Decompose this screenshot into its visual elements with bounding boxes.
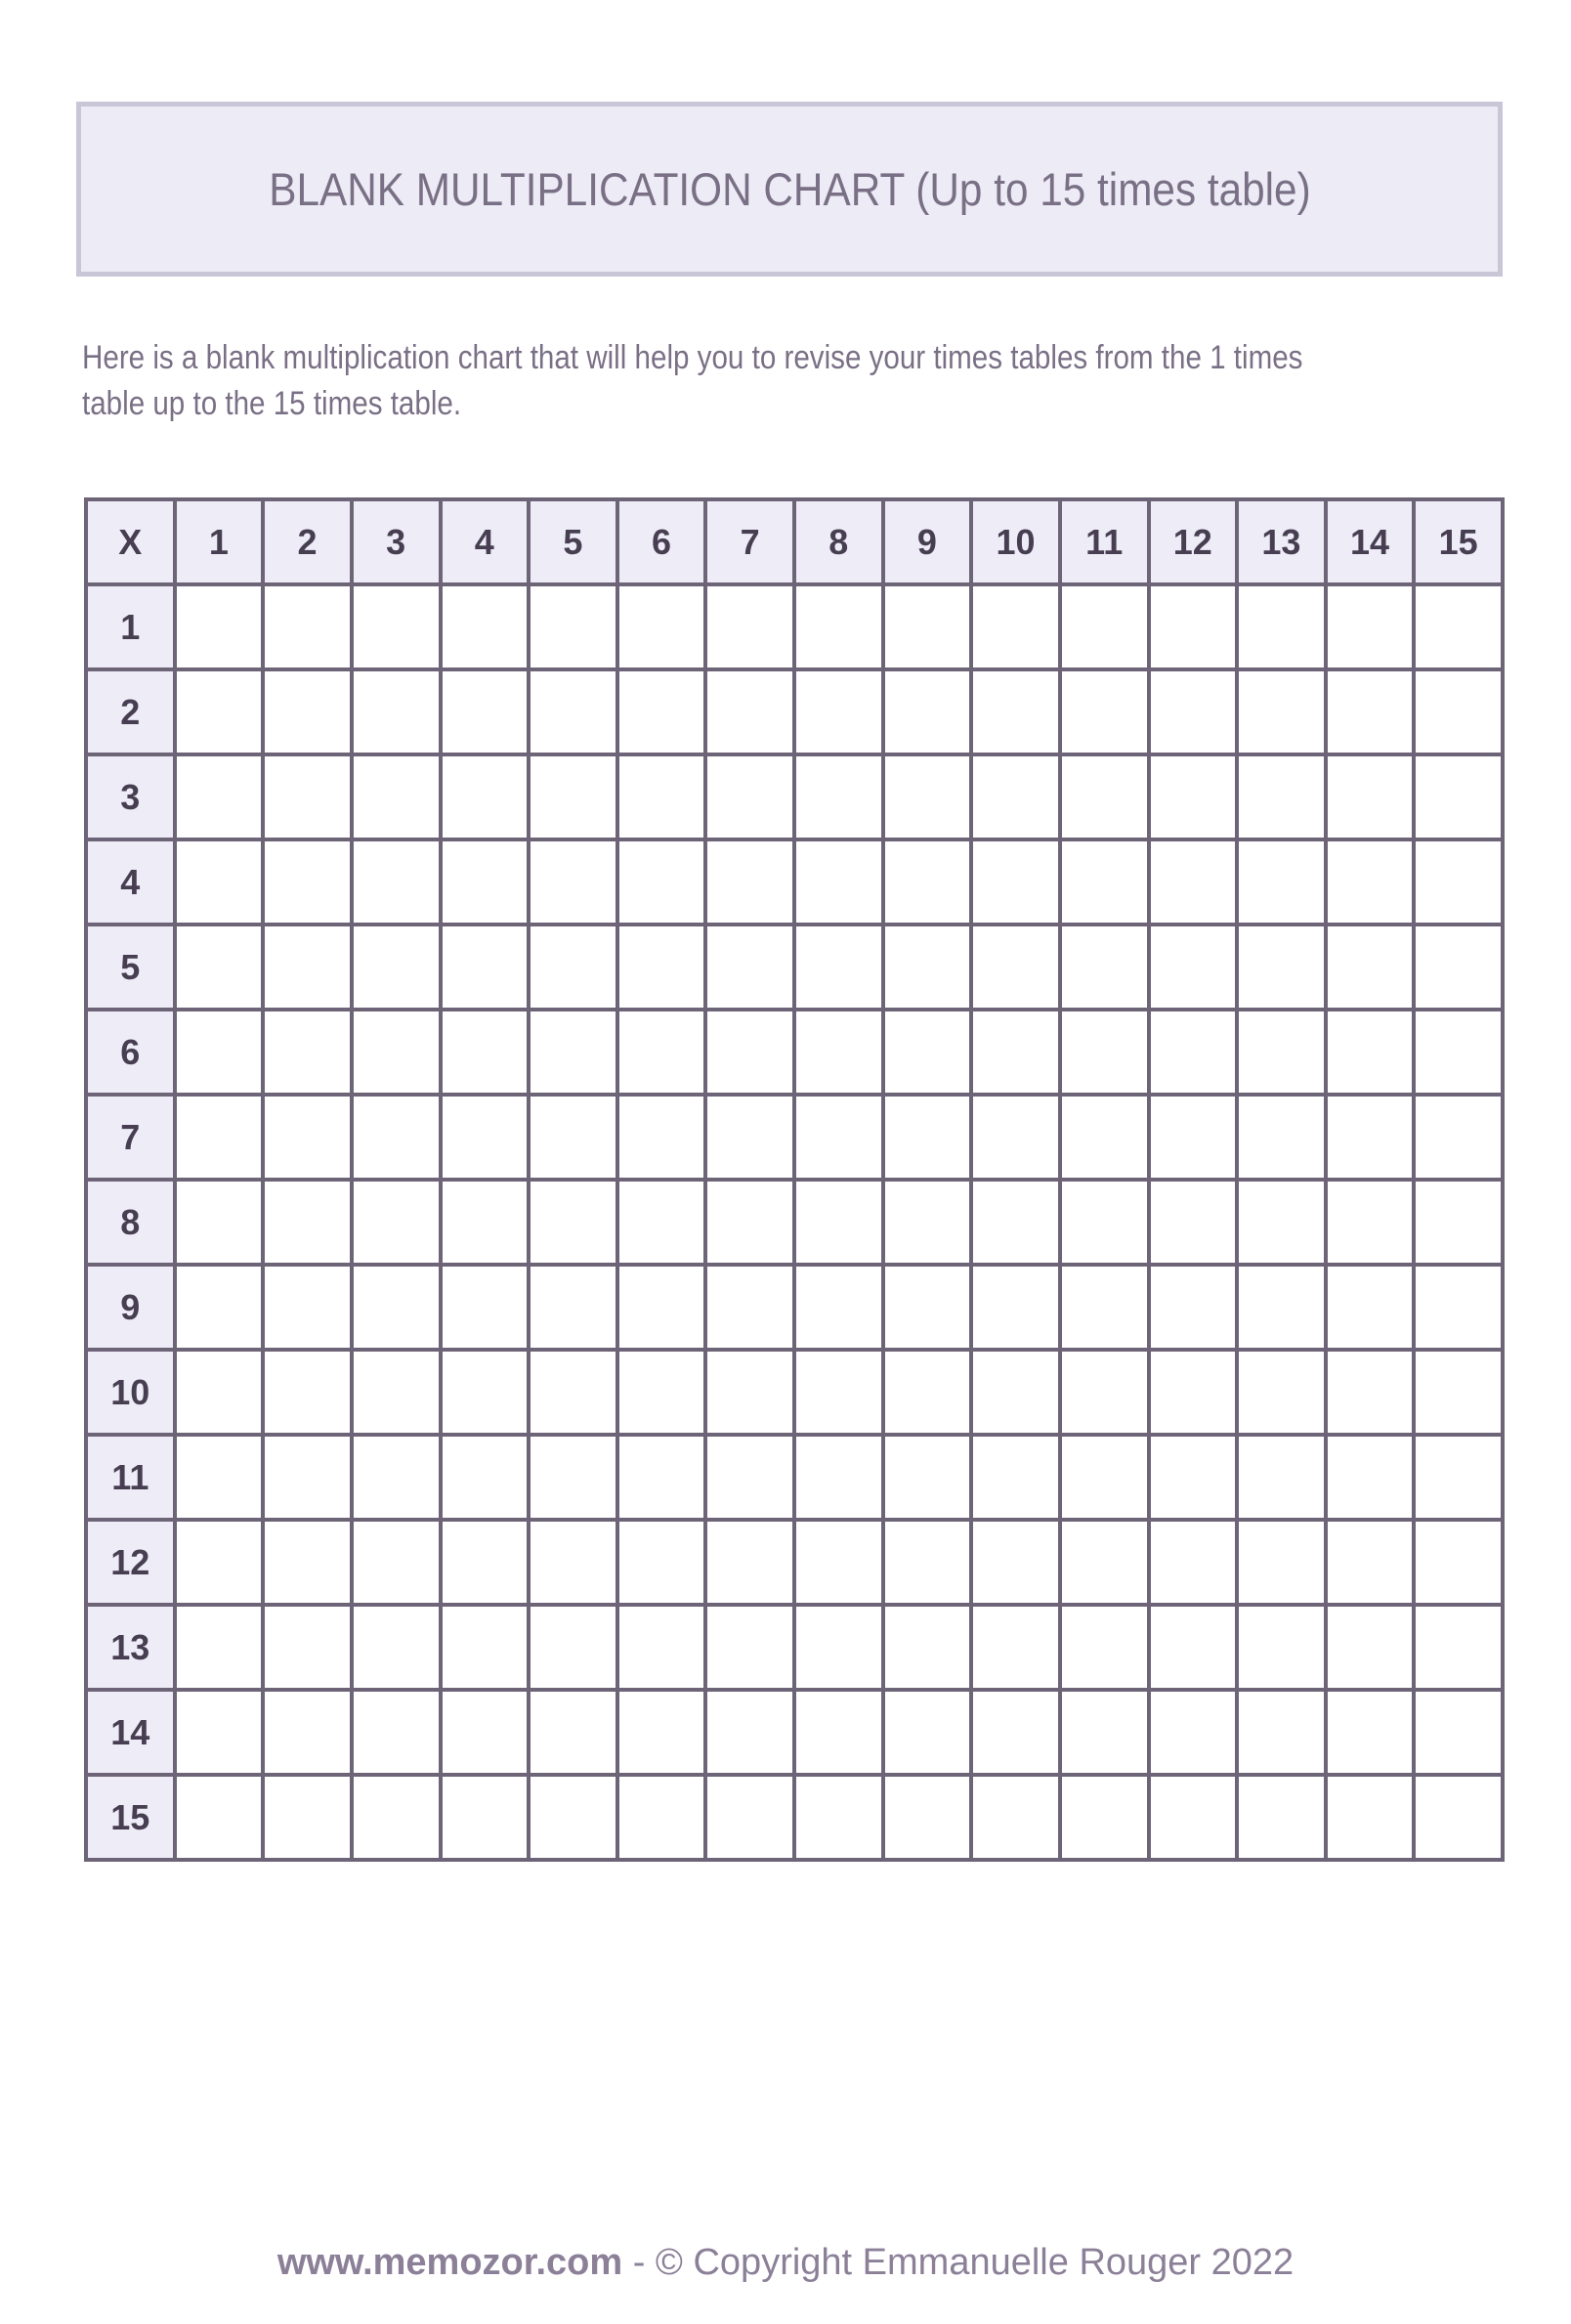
- grid-cell: [883, 1435, 972, 1520]
- grid-cell: [352, 1350, 441, 1435]
- grid-cell: [263, 1520, 352, 1605]
- grid-cell: [794, 839, 883, 925]
- grid-cell: [1326, 1435, 1415, 1520]
- grid-cell: [441, 1350, 530, 1435]
- grid-cell: [1060, 1180, 1149, 1265]
- grid-cell: [352, 1775, 441, 1860]
- grid-cell: [883, 839, 972, 925]
- grid-cell: [1060, 1350, 1149, 1435]
- grid-cell: [1237, 1010, 1326, 1095]
- grid-cell: [1149, 1435, 1238, 1520]
- table-row: [86, 1775, 1503, 1860]
- column-header-cell: 10: [971, 499, 1060, 584]
- grid-cell: [1326, 1775, 1415, 1860]
- grid-cell: [883, 1095, 972, 1180]
- grid-cell: [529, 1605, 617, 1690]
- grid-cell: [971, 754, 1060, 839]
- grid-cell: [705, 584, 794, 669]
- grid-cell: [529, 1520, 617, 1605]
- grid-cell: [971, 839, 1060, 925]
- grid-cell: [1414, 1775, 1503, 1860]
- multiplication-table: [84, 497, 1505, 1862]
- grid-cell: [1414, 584, 1503, 669]
- grid-cell: [1237, 754, 1326, 839]
- grid-cell: [883, 584, 972, 669]
- column-header-cell: 15: [1414, 499, 1503, 584]
- grid-cell: [794, 1520, 883, 1605]
- grid-cell: [617, 925, 706, 1010]
- grid-cell: [971, 1520, 1060, 1605]
- column-header-cell: 1: [175, 499, 264, 584]
- grid-cell: [1414, 1520, 1503, 1605]
- grid-cell: [352, 1180, 441, 1265]
- grid-cell: [352, 1265, 441, 1350]
- grid-cell: [1237, 1435, 1326, 1520]
- grid-cell: [175, 669, 264, 754]
- grid-cell: [1326, 1180, 1415, 1265]
- grid-cell: [263, 925, 352, 1010]
- table-row: [86, 584, 1503, 669]
- grid-cell: [794, 925, 883, 1010]
- table-header-row: [86, 499, 1503, 584]
- grid-cell: [1060, 754, 1149, 839]
- grid-cell: [971, 584, 1060, 669]
- grid-cell: [1060, 1605, 1149, 1690]
- grid-cell: [1149, 1520, 1238, 1605]
- grid-cell: [175, 1095, 264, 1180]
- column-header-cell: 2: [263, 499, 352, 584]
- grid-cell: [529, 1775, 617, 1860]
- grid-cell: [1060, 1010, 1149, 1095]
- grid-cell: [794, 754, 883, 839]
- grid-cell: [617, 1010, 706, 1095]
- grid-cell: [441, 925, 530, 1010]
- table-row: [86, 1265, 1503, 1350]
- grid-cell: [1060, 1095, 1149, 1180]
- table-row: [86, 1010, 1503, 1095]
- grid-cell: [971, 1775, 1060, 1860]
- grid-cell: [441, 1775, 530, 1860]
- grid-cell: [971, 1180, 1060, 1265]
- table-row: [86, 1180, 1503, 1265]
- grid-cell: [1149, 1265, 1238, 1350]
- table-row: [86, 1690, 1503, 1775]
- grid-cell: [883, 1775, 972, 1860]
- grid-cell: [617, 669, 706, 754]
- grid-cell: [263, 754, 352, 839]
- grid-cell: [705, 1265, 794, 1350]
- grid-cell: [263, 1180, 352, 1265]
- table-row: [86, 1520, 1503, 1605]
- grid-cell: [1326, 1520, 1415, 1605]
- row-header-cell: 4: [86, 839, 175, 925]
- grid-cell: [1414, 669, 1503, 754]
- grid-cell: [352, 925, 441, 1010]
- grid-cell: [794, 1435, 883, 1520]
- grid-cell: [705, 1435, 794, 1520]
- grid-cell: [263, 1350, 352, 1435]
- column-header-cell: 11: [1060, 499, 1149, 584]
- grid-cell: [263, 669, 352, 754]
- grid-cell: [1060, 1435, 1149, 1520]
- grid-cell: [705, 669, 794, 754]
- grid-cell: [1326, 1265, 1415, 1350]
- grid-cell: [794, 1095, 883, 1180]
- table-row: [86, 925, 1503, 1010]
- grid-cell: [883, 925, 972, 1010]
- grid-cell: [971, 669, 1060, 754]
- grid-cell: [175, 925, 264, 1010]
- grid-cell: [175, 584, 264, 669]
- grid-cell: [883, 1350, 972, 1435]
- site-url: www.memozor.com: [276, 2242, 623, 2283]
- grid-cell: [1060, 1690, 1149, 1775]
- row-header-cell: 3: [86, 754, 175, 839]
- grid-cell: [971, 1605, 1060, 1690]
- grid-cell: [175, 839, 264, 925]
- grid-cell: [352, 1690, 441, 1775]
- grid-cell: [1414, 1265, 1503, 1350]
- grid-cell: [1414, 925, 1503, 1010]
- grid-cell: [617, 1265, 706, 1350]
- row-header-cell: 7: [86, 1095, 175, 1180]
- grid-cell: [705, 1520, 794, 1605]
- grid-cell: [263, 1435, 352, 1520]
- grid-cell: [1326, 1095, 1415, 1180]
- row-header-cell: 11: [86, 1435, 175, 1520]
- grid-cell: [883, 1010, 972, 1095]
- column-header-cell: 3: [352, 499, 441, 584]
- table-row: [86, 1350, 1503, 1435]
- grid-cell: [883, 1180, 972, 1265]
- grid-cell: [1237, 1095, 1326, 1180]
- grid-cell: [971, 1690, 1060, 1775]
- grid-cell: [175, 1010, 264, 1095]
- grid-cell: [883, 1605, 972, 1690]
- row-header-cell: 1: [86, 584, 175, 669]
- grid-cell: [971, 1435, 1060, 1520]
- grid-cell: [794, 1350, 883, 1435]
- grid-cell: [971, 1265, 1060, 1350]
- grid-cell: [617, 1180, 706, 1265]
- grid-cell: [794, 1775, 883, 1860]
- table-row: [86, 499, 1503, 584]
- grid-cell: [617, 1690, 706, 1775]
- grid-cell: [175, 1435, 264, 1520]
- grid-cell: [175, 1180, 264, 1265]
- grid-cell: [883, 669, 972, 754]
- grid-cell: [705, 1010, 794, 1095]
- grid-cell: [441, 1520, 530, 1605]
- grid-cell: [441, 839, 530, 925]
- title-banner: [76, 102, 1503, 277]
- grid-cell: [529, 754, 617, 839]
- grid-cell: [1060, 925, 1149, 1010]
- row-header-cell: 2: [86, 669, 175, 754]
- table-body: [86, 584, 1503, 1860]
- grid-cell: [529, 1435, 617, 1520]
- grid-cell: [1414, 1095, 1503, 1180]
- table-row: [86, 669, 1503, 754]
- grid-cell: [794, 1010, 883, 1095]
- grid-cell: [1414, 1435, 1503, 1520]
- grid-cell: [1237, 1265, 1326, 1350]
- grid-cell: [794, 1265, 883, 1350]
- grid-cell: [1237, 1605, 1326, 1690]
- row-header-cell: 13: [86, 1605, 175, 1690]
- grid-cell: [705, 1775, 794, 1860]
- intro-line-text: table up to the 15 times table.: [82, 385, 462, 422]
- grid-cell: [1326, 754, 1415, 839]
- grid-cell: [1149, 1350, 1238, 1435]
- grid-cell: [1149, 1605, 1238, 1690]
- grid-cell: [1326, 925, 1415, 1010]
- grid-cell: [1414, 1350, 1503, 1435]
- grid-cell: [794, 584, 883, 669]
- grid-cell: [175, 1605, 264, 1690]
- corner-cell: X: [86, 499, 175, 584]
- grid-cell: [705, 1350, 794, 1435]
- grid-cell: [1237, 669, 1326, 754]
- grid-cell: [441, 1690, 530, 1775]
- grid-cell: [617, 1775, 706, 1860]
- grid-cell: [1326, 584, 1415, 669]
- grid-cell: [794, 669, 883, 754]
- grid-cell: [1060, 1775, 1149, 1860]
- grid-cell: [794, 1690, 883, 1775]
- grid-cell: [1149, 925, 1238, 1010]
- grid-cell: [1414, 1180, 1503, 1265]
- grid-cell: [441, 1265, 530, 1350]
- grid-cell: [352, 754, 441, 839]
- grid-cell: [617, 1435, 706, 1520]
- table-row: [86, 1435, 1503, 1520]
- grid-cell: [1414, 1690, 1503, 1775]
- grid-cell: [352, 669, 441, 754]
- grid-cell: [705, 1180, 794, 1265]
- grid-cell: [1237, 584, 1326, 669]
- grid-cell: [705, 1095, 794, 1180]
- footer: [0, 2242, 1571, 2284]
- grid-cell: [352, 1435, 441, 1520]
- grid-cell: [617, 1520, 706, 1605]
- grid-cell: [441, 584, 530, 669]
- row-header-cell: 12: [86, 1520, 175, 1605]
- row-header-cell: 9: [86, 1265, 175, 1350]
- column-header-cell: 14: [1326, 499, 1415, 584]
- row-header-cell: 6: [86, 1010, 175, 1095]
- grid-cell: [352, 1010, 441, 1095]
- grid-cell: [1237, 1690, 1326, 1775]
- grid-cell: [1060, 584, 1149, 669]
- grid-cell: [971, 925, 1060, 1010]
- grid-cell: [529, 839, 617, 925]
- column-header-cell: 9: [883, 499, 972, 584]
- column-header-cell: 5: [529, 499, 617, 584]
- grid-cell: [175, 1775, 264, 1860]
- grid-cell: [1149, 754, 1238, 839]
- grid-cell: [529, 1350, 617, 1435]
- column-header-cell: 4: [441, 499, 530, 584]
- grid-cell: [529, 925, 617, 1010]
- grid-cell: [441, 1010, 530, 1095]
- grid-cell: [1237, 1520, 1326, 1605]
- grid-cell: [883, 1520, 972, 1605]
- column-header-cell: 7: [705, 499, 794, 584]
- grid-cell: [1149, 1690, 1238, 1775]
- table-row: [86, 839, 1503, 925]
- grid-cell: [1414, 1010, 1503, 1095]
- grid-cell: [352, 1520, 441, 1605]
- grid-cell: [263, 1605, 352, 1690]
- table-row: [86, 754, 1503, 839]
- grid-cell: [1326, 669, 1415, 754]
- grid-cell: [263, 1010, 352, 1095]
- grid-cell: [1060, 1265, 1149, 1350]
- grid-cell: [529, 1180, 617, 1265]
- grid-cell: [352, 584, 441, 669]
- grid-cell: [883, 754, 972, 839]
- column-header-cell: 12: [1149, 499, 1238, 584]
- grid-cell: [1149, 839, 1238, 925]
- grid-cell: [1326, 1605, 1415, 1690]
- column-header-cell: 13: [1237, 499, 1326, 584]
- grid-cell: [1237, 1775, 1326, 1860]
- grid-cell: [263, 1095, 352, 1180]
- grid-cell: [617, 584, 706, 669]
- intro-line: [82, 381, 1508, 427]
- grid-cell: [1060, 839, 1149, 925]
- row-header-cell: 8: [86, 1180, 175, 1265]
- grid-cell: [705, 1605, 794, 1690]
- grid-cell: [971, 1010, 1060, 1095]
- grid-cell: [1149, 1010, 1238, 1095]
- grid-cell: [529, 669, 617, 754]
- grid-cell: [263, 1690, 352, 1775]
- grid-cell: [617, 754, 706, 839]
- intro-line-text: Here is a blank multiplication chart that will help you to revise your times tables from the 1 times: [82, 339, 1303, 376]
- grid-cell: [1149, 669, 1238, 754]
- table-row: [86, 1605, 1503, 1690]
- row-header-cell: 5: [86, 925, 175, 1010]
- grid-cell: [441, 1435, 530, 1520]
- page-title: BLANK MULTIPLICATION CHART (Up to 15 times table): [268, 163, 1311, 215]
- grid-cell: [529, 1010, 617, 1095]
- grid-cell: [705, 754, 794, 839]
- grid-cell: [529, 1095, 617, 1180]
- grid-cell: [1326, 839, 1415, 925]
- grid-cell: [1149, 1775, 1238, 1860]
- grid-cell: [1149, 584, 1238, 669]
- grid-cell: [617, 1095, 706, 1180]
- grid-cell: [441, 669, 530, 754]
- grid-cell: [529, 1265, 617, 1350]
- grid-cell: [971, 1095, 1060, 1180]
- intro-line: [82, 335, 1508, 381]
- grid-cell: [263, 1265, 352, 1350]
- column-header-cell: 8: [794, 499, 883, 584]
- grid-cell: [1326, 1350, 1415, 1435]
- grid-cell: [441, 1180, 530, 1265]
- copyright-text: - © Copyright Emmanuelle Rouger 2022: [622, 2242, 1295, 2283]
- grid-cell: [1237, 1350, 1326, 1435]
- grid-cell: [617, 839, 706, 925]
- grid-cell: [1237, 839, 1326, 925]
- grid-cell: [971, 1350, 1060, 1435]
- grid-cell: [1060, 1520, 1149, 1605]
- grid-cell: [617, 1605, 706, 1690]
- grid-cell: [1149, 1095, 1238, 1180]
- grid-cell: [617, 1350, 706, 1435]
- grid-cell: [1414, 754, 1503, 839]
- grid-cell: [441, 1605, 530, 1690]
- grid-cell: [529, 584, 617, 669]
- grid-cell: [705, 839, 794, 925]
- grid-cell: [175, 1520, 264, 1605]
- grid-cell: [794, 1180, 883, 1265]
- column-header-cell: 6: [617, 499, 706, 584]
- grid-cell: [1237, 1180, 1326, 1265]
- row-header-cell: 10: [86, 1350, 175, 1435]
- grid-cell: [352, 1095, 441, 1180]
- grid-cell: [175, 1265, 264, 1350]
- grid-cell: [1149, 1180, 1238, 1265]
- grid-cell: [1060, 669, 1149, 754]
- grid-cell: [352, 839, 441, 925]
- grid-cell: [705, 1690, 794, 1775]
- grid-cell: [175, 754, 264, 839]
- grid-cell: [883, 1265, 972, 1350]
- row-header-cell: 15: [86, 1775, 175, 1860]
- grid-cell: [263, 584, 352, 669]
- grid-cell: [441, 1095, 530, 1180]
- grid-cell: [175, 1350, 264, 1435]
- grid-cell: [705, 925, 794, 1010]
- table-row: [86, 1095, 1503, 1180]
- grid-cell: [175, 1690, 264, 1775]
- grid-cell: [1326, 1010, 1415, 1095]
- row-header-cell: 14: [86, 1690, 175, 1775]
- grid-cell: [529, 1690, 617, 1775]
- grid-cell: [794, 1605, 883, 1690]
- grid-cell: [1326, 1690, 1415, 1775]
- grid-cell: [883, 1690, 972, 1775]
- grid-cell: [441, 754, 530, 839]
- grid-cell: [1414, 1605, 1503, 1690]
- grid-cell: [1237, 925, 1326, 1010]
- grid-cell: [263, 1775, 352, 1860]
- intro-text: [82, 335, 1508, 427]
- grid-cell: [352, 1605, 441, 1690]
- grid-cell: [263, 839, 352, 925]
- grid-cell: [1414, 839, 1503, 925]
